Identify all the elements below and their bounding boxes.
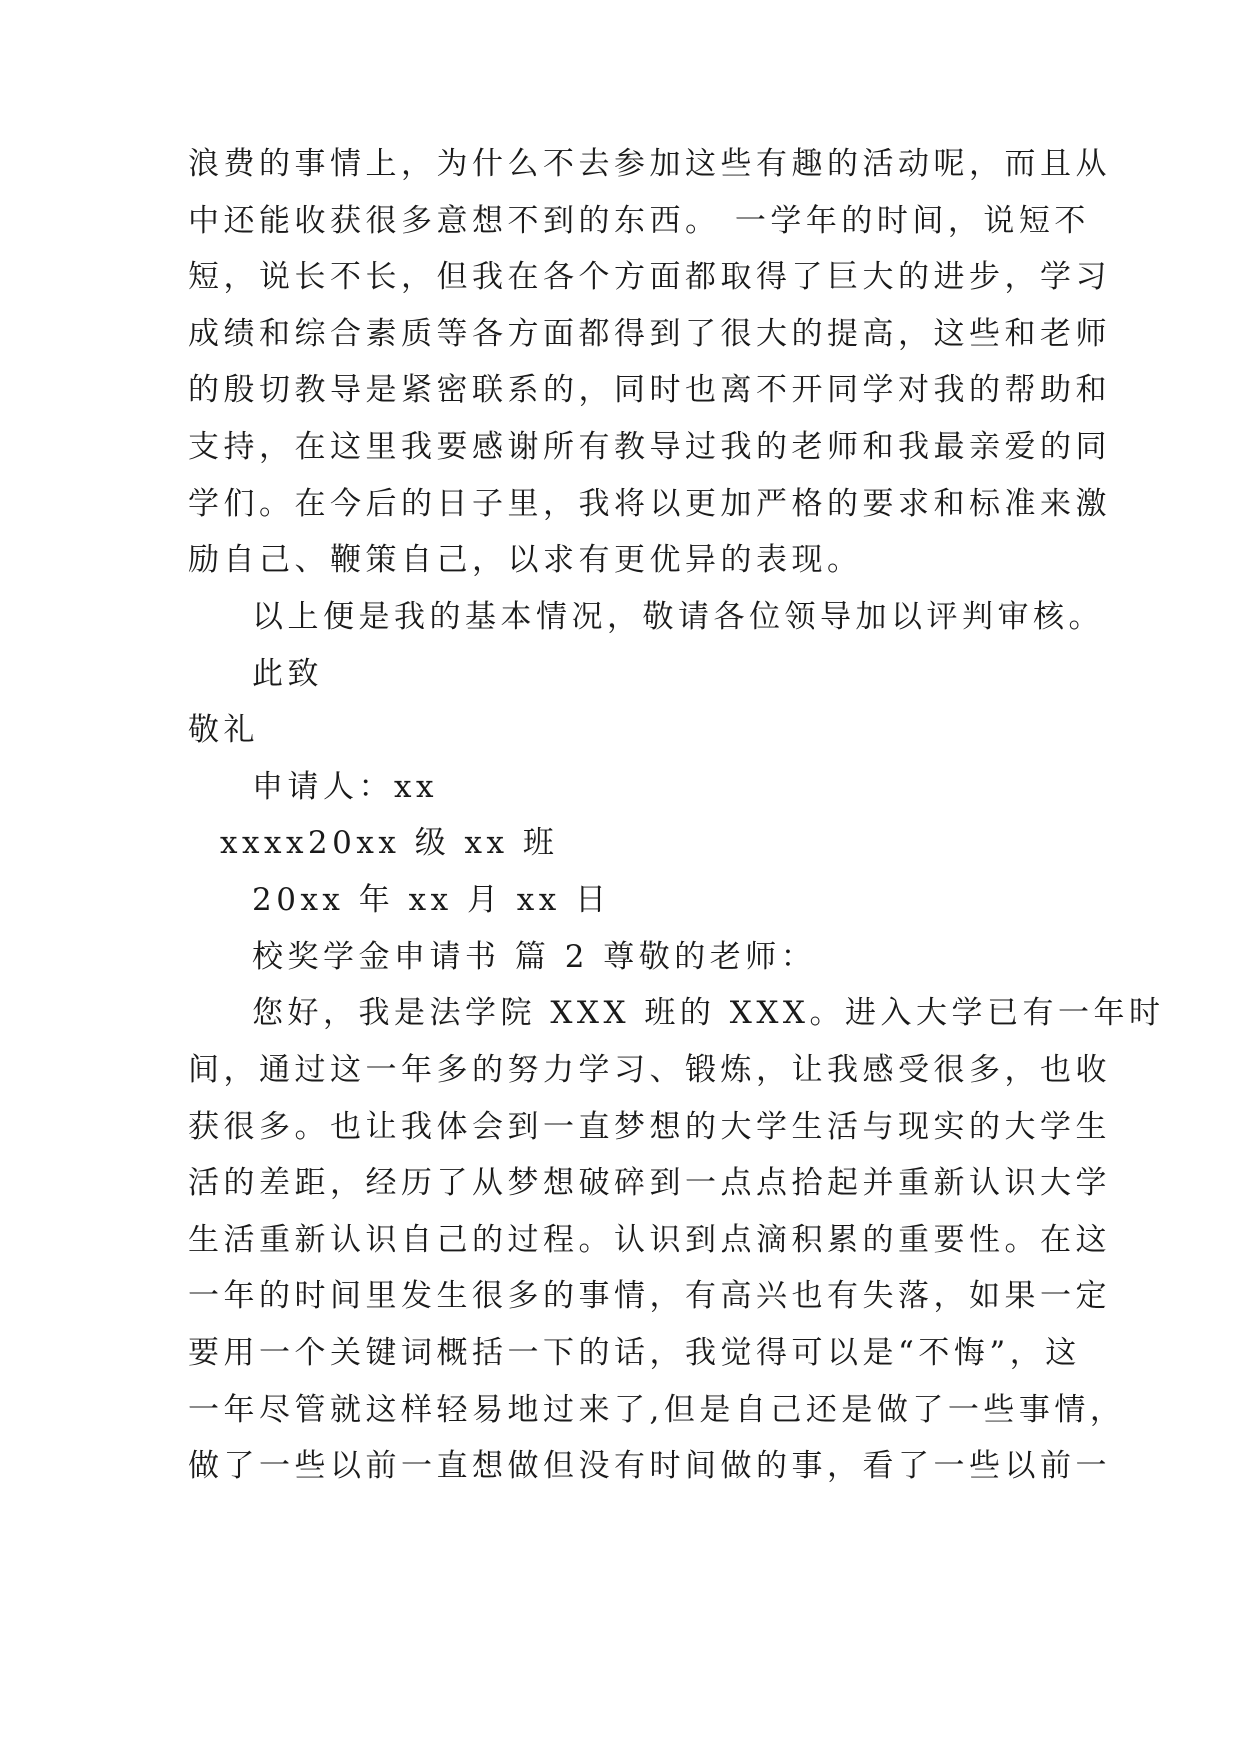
paragraph-line: 浪费的事情上，为什么不去参加这些有趣的活动呢，而且从	[188, 146, 1111, 182]
paragraph-line: 间，通过这一年多的努力学习、锻炼，让我感受很多，也收	[188, 1052, 1111, 1088]
paragraph-line: 获很多。也让我体会到一直梦想的大学生活与现实的大学生	[188, 1109, 1111, 1145]
paragraph-line: 做了一些以前一直想做但没有时间做的事，看了一些以前一	[188, 1448, 1111, 1484]
paragraph-line: 学们。在今后的日子里，我将以更加严格的要求和标准来激	[188, 486, 1111, 522]
paragraph-line: 活的差距，经历了从梦想破碎到一点点拾起并重新认识大学	[188, 1165, 1111, 1201]
paragraph-line: 短，说长不长，但我在各个方面都取得了巨大的进步，学习	[188, 259, 1111, 295]
paragraph-line: 的殷切教导是紧密联系的，同时也离不开同学对我的帮助和	[188, 372, 1111, 408]
salutation-cizhi: 此致	[252, 656, 323, 692]
applicant-class: xxxx20xx 级 xx 班	[220, 825, 559, 861]
paragraph-line: 一年尽管就这样轻易地过来了,但是自己还是做了一些事情，	[188, 1392, 1126, 1428]
section-heading: 校奖学金申请书 篇 2 尊敬的老师：	[252, 939, 817, 975]
salutation-jingli: 敬礼	[188, 712, 259, 748]
paragraph-line: 一年的时间里发生很多的事情，有高兴也有失落，如果一定	[188, 1278, 1111, 1314]
paragraph-line: 支持，在这里我要感谢所有教导过我的老师和我最亲爱的同	[188, 429, 1111, 465]
paragraph-line: 中还能收获很多意想不到的东西。 一学年的时间，说短不	[188, 203, 1090, 239]
closing-statement: 以上便是我的基本情况，敬请各位领导加以评判审核。	[252, 599, 1104, 635]
paragraph-line: 要用一个关键词概括一下的话，我觉得可以是“不悔”，这	[188, 1335, 1081, 1371]
paragraph-line: 您好，我是法学院 XXX 班的 XXX。进入大学已有一年时	[252, 995, 1165, 1031]
paragraph-line: 励自己、鞭策自己，以求有更优异的表现。	[188, 542, 863, 578]
paragraph-line: 生活重新认识自己的过程。认识到点滴积累的重要性。在这	[188, 1222, 1111, 1258]
signature-date: 20xx 年 xx 月 xx 日	[252, 882, 611, 918]
paragraph-line: 成绩和综合素质等各方面都得到了很大的提高，这些和老师	[188, 316, 1111, 352]
applicant-name: 申请人：xx	[252, 769, 438, 805]
